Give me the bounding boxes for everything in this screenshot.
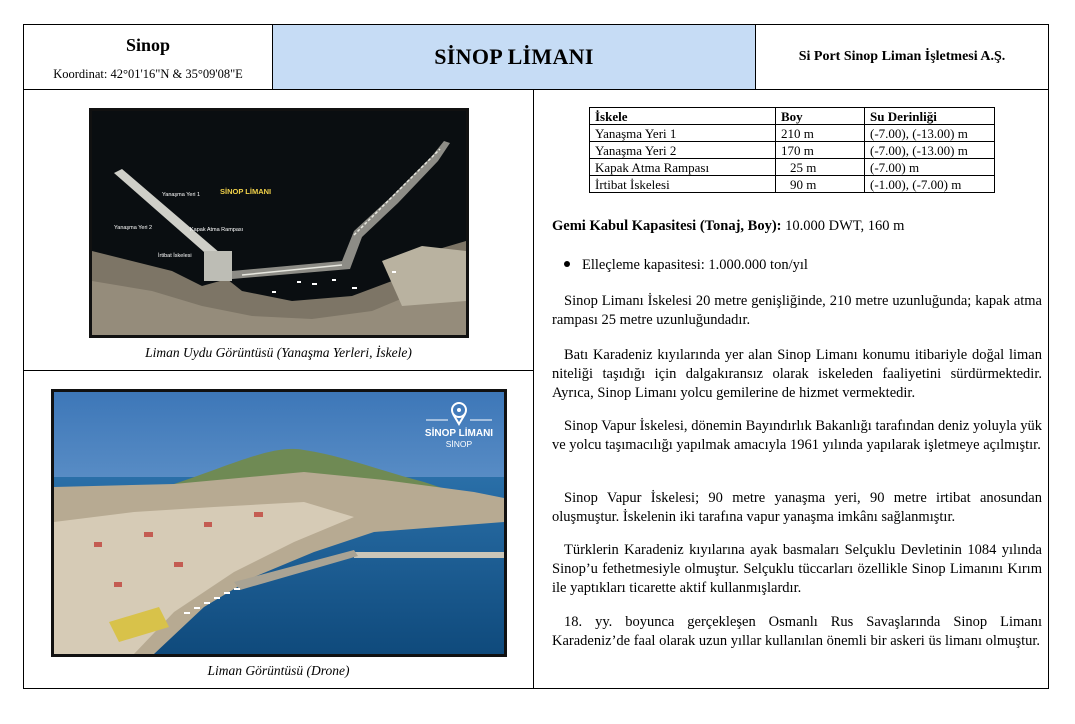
table-row bbox=[590, 176, 995, 193]
drone-caption: Liman Görüntüsü (Drone) bbox=[207, 663, 350, 678]
piers-table bbox=[589, 107, 995, 193]
table-header-row bbox=[590, 108, 995, 125]
port-info-sheet bbox=[23, 24, 1049, 689]
paragraph: Sinop Vapur İskelesi, dönemin Bayındırlık Bakanlığı tarafından deniz yoluyla yük ve yolcu taşımacılığı yapılmak amacıyla 1961 yılında yapılarak işletmeye açılmıştır. bbox=[552, 418, 1042, 453]
info-column bbox=[534, 90, 1048, 688]
drone-logo-line1: SİNOP LİMANI bbox=[424, 428, 494, 439]
images-column bbox=[24, 90, 534, 688]
column-header: İskele bbox=[590, 108, 776, 125]
capacity-label: Gemi Kabul Kapasitesi (Tonaj, Boy): bbox=[552, 218, 782, 234]
table-cell: İrtibat İskelesi bbox=[590, 176, 776, 193]
handling-capacity: Elleçleme kapasitesi: 1.000.000 ton/yıl bbox=[582, 257, 808, 273]
table-cell: (-7.00) m bbox=[865, 159, 995, 176]
drone-logo-line2: SİNOP bbox=[445, 439, 473, 449]
header-row bbox=[24, 25, 1048, 90]
satellite-image-drawing bbox=[92, 111, 466, 335]
table-cell: (-7.00), (-13.00) m bbox=[865, 142, 995, 159]
satellite-image bbox=[89, 108, 469, 338]
sat-label-berth2: Yanaşma Yeri 2 bbox=[114, 225, 153, 231]
table-row bbox=[590, 125, 995, 142]
table-cell: 170 m bbox=[776, 142, 865, 159]
sat-label-port: SİNOP LİMANI bbox=[220, 187, 272, 196]
page-title: SİNOP LİMANI bbox=[434, 44, 594, 69]
operator-cell bbox=[756, 25, 1048, 89]
table-cell: (-1.00), (-7.00) m bbox=[865, 176, 995, 193]
table-cell: (-7.00), (-13.00) m bbox=[865, 125, 995, 142]
satellite-image-cell bbox=[24, 90, 533, 371]
handling-bullet bbox=[564, 257, 808, 274]
operator-name: Si Port Sinop Liman İşletmesi A.Ş. bbox=[798, 49, 1006, 64]
capacity-value: 10.000 DWT, 160 m bbox=[781, 218, 905, 234]
paragraph: Türklerin Karadeniz kıyılarına ayak basmaları Selçuklu Devletinin 1084 yılında Sinop’u fethetmesiyle olmuştur. Selçuklu tüccarları özellikle Sinop Limanını Kırım ile yaptıkları ticarette aktif kullanmışlardır. bbox=[552, 542, 1042, 596]
paragraph: Sinop Limanı İskelesi 20 metre genişliğinde, 210 metre uzunluğunda; kapak atma rampası 25 metre uzunluğundadır. bbox=[552, 293, 1042, 328]
city-name: Sinop bbox=[125, 35, 171, 55]
title-cell bbox=[273, 25, 756, 89]
bullet-icon bbox=[564, 261, 570, 267]
coordinates: Koordinat: 42°01'16"N & 35°09'08"E bbox=[53, 67, 243, 81]
table-row bbox=[590, 159, 995, 176]
sat-label-berth1: Yanaşma Yeri 1 bbox=[162, 192, 201, 198]
paragraph: 18. yy. boyunca gerçekleşen Osmanlı Rus Savaşlarında Sinop Limanı Karadeniz’de faal olarak uzun yıllar kullanılan önemli bir askeri üs limanı olmuştur. bbox=[552, 614, 1042, 649]
table-cell: Yanaşma Yeri 1 bbox=[590, 125, 776, 142]
drone-image-drawing bbox=[54, 392, 504, 654]
table-cell: 90 m bbox=[776, 176, 865, 193]
drone-image bbox=[51, 389, 507, 657]
paragraph: Batı Karadeniz kıyılarında yer alan Sinop Limanı konumu itibariyle doğal liman niteliği taşıdığı için dalgakıransız olarak iskeleden faaliyetini sürdürmektedir. Ayrıca, Sinop Limanı yolcu gemilerine de hizmet vermektedir. bbox=[552, 347, 1042, 401]
drone-image-cell bbox=[24, 371, 533, 688]
table-cell: Kapak Atma Rampası bbox=[590, 159, 776, 176]
sat-label-ramp: Kapak Atma Rampası bbox=[190, 227, 244, 233]
paragraph: Sinop Vapur İskelesi; 90 metre yanaşma yeri, 90 metre irtibat anosundan oluşmuştur. İskelenin iki tarafına vapur yanaşma imkânı sağlanmıştır. bbox=[552, 490, 1042, 525]
table-row bbox=[590, 142, 995, 159]
table-cell: 210 m bbox=[776, 125, 865, 142]
column-header: Boy bbox=[776, 108, 865, 125]
table-cell: Yanaşma Yeri 2 bbox=[590, 142, 776, 159]
sat-label-pier: İrtibat İskelesi bbox=[158, 253, 192, 259]
table-cell: 25 m bbox=[776, 159, 865, 176]
satellite-caption: Liman Uydu Görüntüsü (Yanaşma Yerleri, İskele) bbox=[145, 345, 412, 360]
location-cell bbox=[24, 25, 273, 89]
column-header: Su Derinliği bbox=[865, 108, 995, 125]
capacity-line bbox=[552, 218, 904, 235]
